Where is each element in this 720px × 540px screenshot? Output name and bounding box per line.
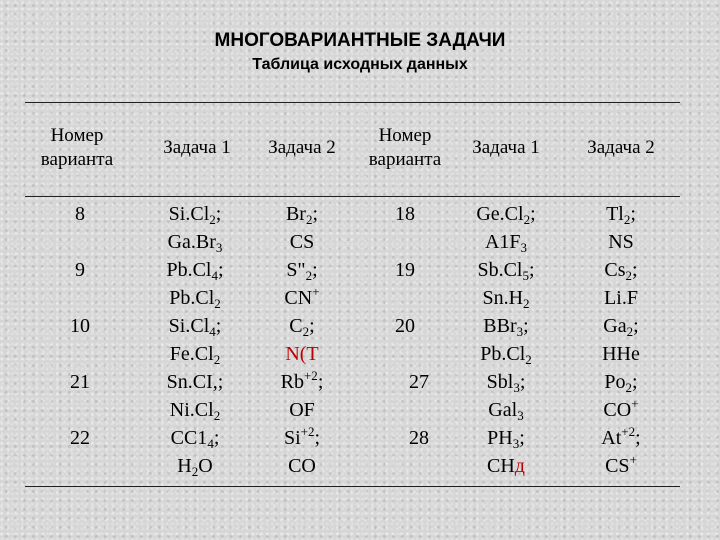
page-title: МНОГОВАРИАНТНЫЕ ЗАДАЧИ bbox=[214, 30, 506, 51]
formula-subscript: 2 bbox=[305, 268, 313, 283]
formula-base: Fe.Cl bbox=[169, 343, 214, 365]
variant-number: 28 bbox=[409, 427, 429, 449]
formula-cell bbox=[140, 256, 250, 284]
formula-tail: O bbox=[198, 455, 213, 477]
formula-cell bbox=[252, 368, 352, 396]
formula-cell bbox=[452, 200, 560, 228]
formula-cell bbox=[140, 200, 250, 228]
formula-base: N(T bbox=[285, 343, 319, 365]
table-bottom-rule bbox=[25, 486, 680, 487]
header-task1-right: Задача 1 bbox=[472, 137, 540, 158]
formula-subscript: 3 bbox=[512, 436, 520, 451]
formula-cell bbox=[565, 312, 677, 340]
column-task1-left bbox=[140, 200, 250, 480]
formula-base: Rb bbox=[280, 371, 304, 393]
formula-base: Ga.Br bbox=[167, 231, 216, 253]
formula-tail: ; bbox=[523, 315, 529, 337]
table-top-rule bbox=[25, 102, 680, 103]
header-variant-line2: варианта bbox=[40, 149, 114, 170]
formula-cell bbox=[252, 284, 352, 312]
formula-base: Si.Cl bbox=[168, 203, 210, 225]
formula-base: CH bbox=[487, 455, 515, 477]
formula-tail: ; bbox=[312, 259, 318, 281]
formula-subscript: 3 bbox=[516, 324, 524, 339]
formula-subscript: 2 bbox=[191, 464, 199, 479]
formula-base: CO bbox=[288, 455, 316, 477]
formula-base: Cs bbox=[604, 259, 626, 281]
variant-number: 20 bbox=[395, 315, 415, 337]
formula-tail: ; bbox=[213, 427, 220, 449]
formula-base: At bbox=[601, 427, 622, 449]
formula-cell bbox=[565, 256, 677, 284]
header-task1-left: Задача 1 bbox=[163, 137, 231, 158]
formula-base: S" bbox=[286, 259, 306, 281]
formula-base: PH bbox=[487, 427, 513, 449]
formula-base: Pb.Cl bbox=[480, 343, 526, 365]
formula-cell bbox=[140, 284, 250, 312]
formula-subscript: 3 bbox=[513, 380, 520, 395]
formula-cell bbox=[452, 368, 560, 396]
variant-number: 21 bbox=[70, 371, 90, 393]
formula-base: Sn.H bbox=[482, 287, 524, 309]
column-task1-right bbox=[452, 200, 560, 480]
header-task2-left: Задача 2 bbox=[268, 137, 336, 158]
formula-cell bbox=[252, 312, 352, 340]
formula-cell bbox=[140, 452, 250, 480]
formula-cell bbox=[565, 452, 677, 480]
formula-base: Ge.Cl bbox=[476, 203, 524, 225]
column-variant-right bbox=[355, 200, 455, 480]
formula-subscript: 2 bbox=[625, 380, 633, 395]
formula-tail: д bbox=[514, 455, 525, 477]
formula-subscript: 2 bbox=[626, 324, 634, 339]
formula-cell bbox=[252, 452, 352, 480]
formula-subscript: 2 bbox=[213, 408, 221, 423]
formula-cell bbox=[140, 396, 250, 424]
formula-subscript: 3 bbox=[520, 240, 528, 255]
header-variant-right bbox=[355, 118, 455, 178]
formula-tail: ; bbox=[312, 203, 319, 225]
formula-tail: ; bbox=[630, 203, 636, 225]
formula-cell bbox=[252, 200, 352, 228]
formula-subscript: 5 bbox=[522, 268, 529, 283]
formula-tail: ; bbox=[519, 371, 526, 393]
formula-tail: ; bbox=[528, 259, 535, 281]
formula-cell bbox=[565, 200, 677, 228]
formula-tail: ; bbox=[217, 371, 224, 393]
column-variant-left bbox=[30, 200, 130, 480]
formula-base: CS bbox=[605, 455, 630, 477]
formula-cell bbox=[565, 368, 677, 396]
formula-cell bbox=[140, 424, 250, 452]
formula-base: BBr bbox=[483, 315, 517, 337]
formula-base: Sbl bbox=[486, 371, 514, 393]
formula-tail: ; bbox=[530, 203, 536, 225]
formula-subscript: 2 bbox=[214, 296, 221, 311]
formula-superscript: +2 bbox=[303, 368, 318, 383]
header-variant-left bbox=[22, 118, 132, 178]
formula-subscript: 2 bbox=[209, 212, 216, 227]
table-header-rule bbox=[25, 196, 680, 197]
formula-tail: ; bbox=[519, 427, 525, 449]
formula-cell bbox=[252, 256, 352, 284]
formula-cell bbox=[140, 228, 250, 256]
formula-cell bbox=[140, 340, 250, 368]
formula-subscript: 2 bbox=[625, 268, 633, 283]
formula-base: CO bbox=[603, 399, 632, 421]
formula-cell bbox=[252, 228, 352, 256]
formula-cell bbox=[140, 368, 250, 396]
formula-cell bbox=[452, 340, 560, 368]
variant-number: 8 bbox=[75, 203, 85, 225]
formula-cell bbox=[252, 424, 352, 452]
variant-number: 18 bbox=[395, 203, 415, 225]
header-variant-line2: варианта bbox=[368, 149, 442, 170]
formula-base: C bbox=[289, 315, 303, 337]
formula-base: Po bbox=[604, 371, 626, 393]
formula-cell bbox=[252, 340, 352, 368]
formula-tail: ; bbox=[635, 427, 641, 449]
variant-number: 9 bbox=[75, 259, 85, 281]
formula-base: Gal bbox=[488, 399, 518, 421]
formula-base: H bbox=[177, 455, 192, 477]
formula-base: Si.Cl bbox=[168, 315, 210, 337]
formula-tail: ; bbox=[317, 371, 324, 393]
formula-base: CC1 bbox=[170, 427, 208, 449]
formula-base: CN bbox=[284, 287, 313, 309]
formula-base: Pb.Cl bbox=[166, 259, 212, 281]
formula-superscript: +2 bbox=[300, 424, 315, 439]
formula-base: Sn.CI, bbox=[166, 371, 218, 393]
formula-superscript: +2 bbox=[621, 424, 636, 439]
formula-tail: ; bbox=[215, 203, 222, 225]
formula-cell bbox=[452, 312, 560, 340]
formula-cell bbox=[140, 312, 250, 340]
formula-base: OF bbox=[289, 399, 315, 421]
formula-superscript: + bbox=[312, 284, 320, 299]
formula-tail: ; bbox=[217, 259, 224, 281]
formula-cell bbox=[452, 396, 560, 424]
formula-tail: ; bbox=[309, 315, 315, 337]
formula-subscript: 2 bbox=[213, 352, 221, 367]
formula-superscript: + bbox=[631, 396, 639, 411]
column-task2-left bbox=[252, 200, 352, 480]
formula-tail: ; bbox=[632, 259, 638, 281]
header-variant-line1: Номер bbox=[378, 125, 432, 146]
formula-subscript: 2 bbox=[302, 324, 310, 339]
column-task2-right bbox=[565, 200, 677, 480]
formula-base: Br bbox=[285, 203, 306, 225]
formula-base: Si bbox=[283, 427, 301, 449]
formula-subscript: 4 bbox=[211, 268, 218, 283]
formula-tail: ; bbox=[215, 315, 222, 337]
formula-base: Ga bbox=[603, 315, 627, 337]
variant-number: 27 bbox=[409, 371, 429, 393]
formula-cell bbox=[452, 284, 560, 312]
formula-base: CS bbox=[289, 231, 315, 253]
formula-base: NS bbox=[608, 231, 634, 253]
formula-cell bbox=[565, 284, 677, 312]
formula-superscript: + bbox=[629, 452, 637, 467]
variant-number: 22 bbox=[70, 427, 90, 449]
formula-subscript: 2 bbox=[623, 212, 631, 227]
formula-subscript: 2 bbox=[525, 352, 532, 367]
formula-tail: ; bbox=[314, 427, 321, 449]
variant-number: 10 bbox=[70, 315, 90, 337]
formula-tail: ; bbox=[633, 315, 639, 337]
formula-cell bbox=[252, 396, 352, 424]
header-task2-right: Задача 2 bbox=[587, 137, 655, 158]
formula-cell bbox=[565, 396, 677, 424]
formula-cell bbox=[565, 340, 677, 368]
formula-tail: ; bbox=[632, 371, 638, 393]
formula-base: Tl bbox=[606, 203, 624, 225]
formula-base: Li.F bbox=[604, 287, 638, 309]
formula-cell bbox=[452, 424, 560, 452]
formula-base: HHe bbox=[602, 343, 640, 365]
formula-base: A1F bbox=[484, 231, 521, 253]
formula-subscript: 3 bbox=[517, 408, 524, 423]
formula-subscript: 2 bbox=[523, 296, 530, 311]
formula-cell bbox=[452, 256, 560, 284]
header-variant-line1: Номер bbox=[50, 125, 104, 146]
page-subtitle: Таблица исходных данных bbox=[252, 56, 468, 73]
formula-cell bbox=[452, 228, 560, 256]
formula-subscript: 4 bbox=[209, 324, 216, 339]
formula-base: Sb.Cl bbox=[477, 259, 523, 281]
formula-base: Ni.Cl bbox=[169, 399, 214, 421]
formula-cell bbox=[565, 424, 677, 452]
formula-cell bbox=[565, 228, 677, 256]
formula-cell bbox=[452, 452, 560, 480]
formula-subscript: 2 bbox=[305, 212, 313, 227]
formula-subscript: 4 bbox=[207, 436, 214, 451]
formula-subscript: 3 bbox=[215, 240, 223, 255]
variant-number: 19 bbox=[395, 259, 415, 281]
formula-base: Pb.Cl bbox=[169, 287, 215, 309]
formula-subscript: 2 bbox=[523, 212, 531, 227]
